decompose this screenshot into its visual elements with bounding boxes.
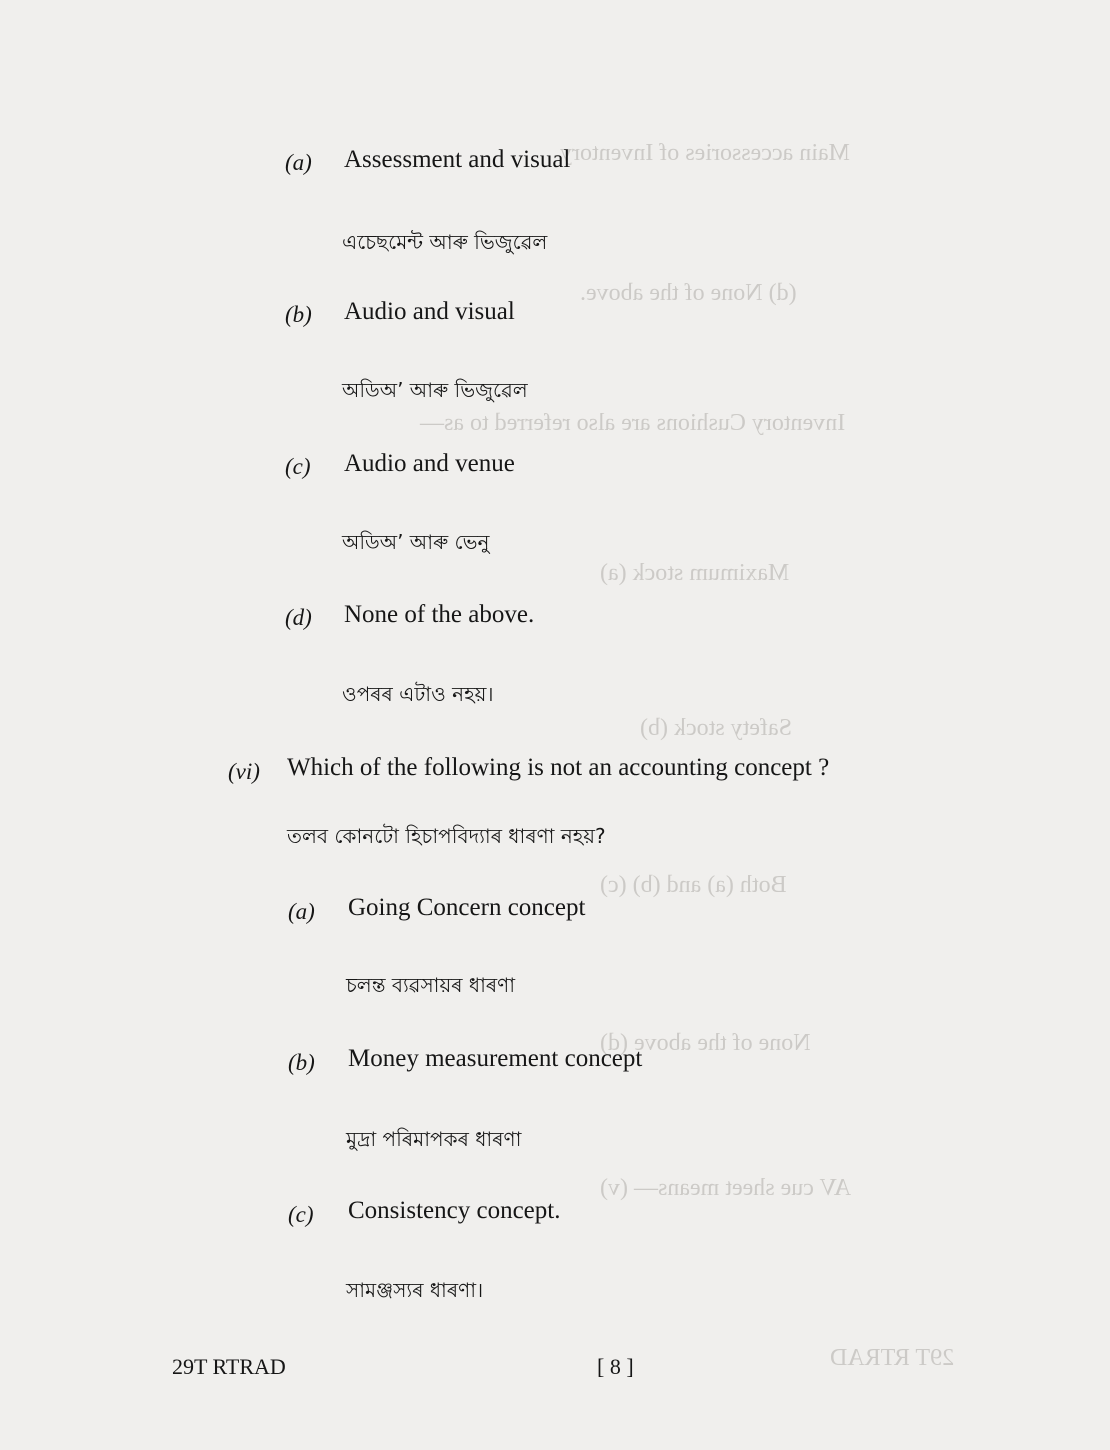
question-number: (vi)	[228, 759, 260, 784]
option-label: (b)	[288, 1050, 315, 1075]
bleed-through-text: Main accessories of Inventory	[560, 140, 850, 166]
option-text-assamese: অডিঅ’ আৰু ভেনু	[342, 530, 490, 554]
option-label: (d)	[285, 605, 312, 630]
bleed-through-text: Safety stock (b)	[640, 715, 792, 741]
option-label: (a)	[288, 899, 315, 924]
option-text: Going Concern concept	[348, 894, 586, 921]
option-text-assamese: সামঞ্জস্যৰ ধাৰণা।	[346, 1278, 484, 1302]
bleed-through-text: None of the above (d)	[600, 1030, 811, 1056]
option-label: (c)	[288, 1202, 314, 1227]
bleed-through-text: (d) None of the above.	[580, 280, 797, 306]
option-text-assamese: মুদ্ৰা পৰিমাপকৰ ধাৰণা	[346, 1127, 522, 1151]
option-text-assamese: অডিঅ’ আৰু ভিজুৱেল	[342, 378, 528, 402]
paper-code: 29T RTRAD	[172, 1354, 286, 1379]
option-text-assamese: এচেছমেন্ট আৰু ভিজুৱেল	[342, 230, 548, 254]
bleed-through-text: Inventory Cushions are also referred to as—	[420, 410, 846, 436]
option-text: Audio and visual	[344, 298, 515, 325]
option-text-assamese: চলন্ত ব্যৱসায়ৰ ধাৰণা	[346, 973, 516, 997]
option-label: (a)	[285, 150, 312, 175]
question-text-assamese: তলব কোনটো হিচাপবিদ্যাৰ ধাৰণা নহয়?	[287, 824, 606, 848]
option-label: (c)	[285, 454, 311, 479]
option-text: None of the above.	[344, 601, 535, 628]
bleed-through-text: AV cue sheet means— (v)	[600, 1175, 852, 1201]
page-number: [ 8 ]	[597, 1354, 634, 1379]
option-text: Consistency concept.	[348, 1197, 561, 1224]
bleed-through-text: 29T RTRAD	[830, 1345, 955, 1371]
option-text: Money measurement concept	[348, 1045, 643, 1072]
bleed-through-text: Maximum stock (a)	[600, 560, 790, 586]
option-text: Audio and venue	[344, 450, 515, 477]
option-text: Assessment and visual	[344, 146, 571, 173]
option-label: (b)	[285, 302, 312, 327]
question-text: Which of the following is not an accounting concept ?	[287, 754, 830, 781]
option-text-assamese: ওপৰৰ এটাও নহয়।	[342, 682, 494, 706]
bleed-through-text: Both (a) and (b) (c)	[600, 872, 787, 898]
